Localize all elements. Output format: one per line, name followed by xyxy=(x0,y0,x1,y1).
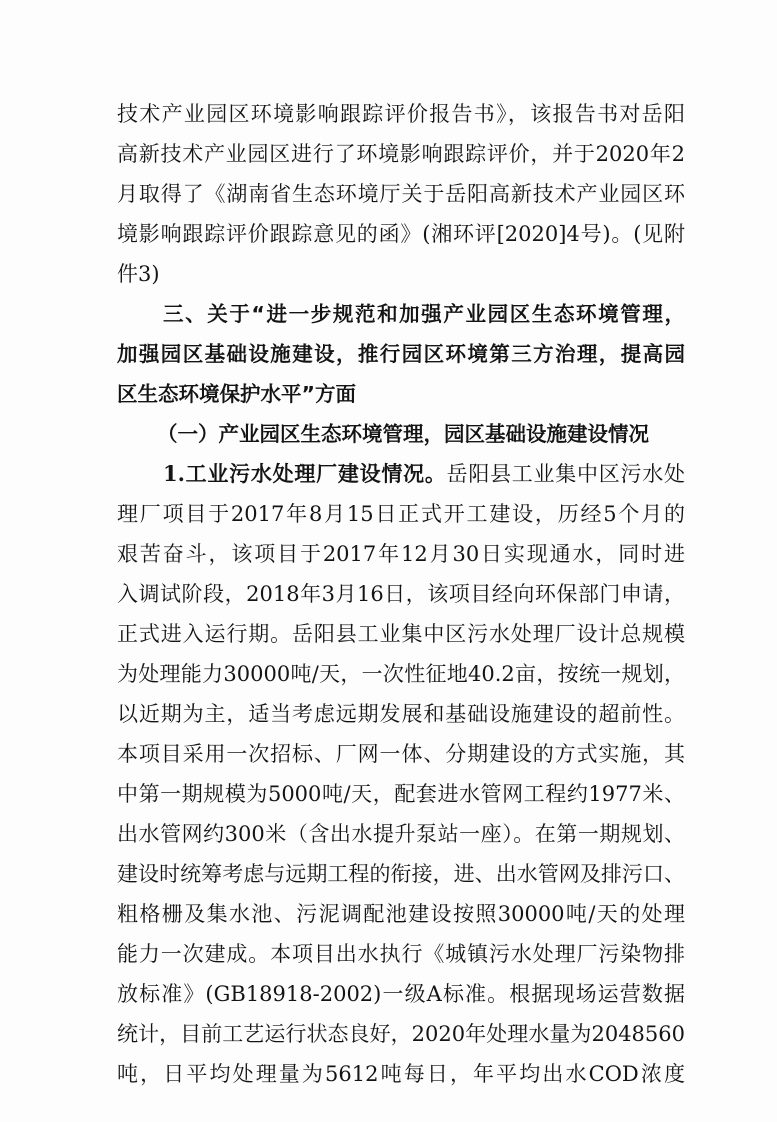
paragraph-line: 高新技术产业园区进行了环境影响跟踪评价，并于2020年2 xyxy=(117,142,685,166)
paragraph-text: 岳阳县工业集中区污水处 xyxy=(446,462,686,486)
paragraph-line: 正式进入运行期。岳阳县工业集中区污水处理厂设计总规模 xyxy=(117,622,685,646)
paragraph-line: 粗格栅及集水池、污泥调配池建设按照30000吨/天的处理 xyxy=(117,902,685,926)
paragraph-line: 本项目采用一次招标、厂网一体、分期建设的方式实施，其 xyxy=(117,742,685,766)
paragraph-line: 理厂项目于2017年8月15日正式开工建设，历经5个月的 xyxy=(117,502,685,526)
paragraph-line: 艰苦奋斗，该项目于2017年12月30日实现通水，同时进 xyxy=(117,542,685,566)
paragraph-line: 境影响跟踪评价跟踪意见的函》(湘环评[2020]4号)。(见附 xyxy=(117,222,685,246)
subsection-title: （一）产业园区生态环境管理，园区基础设施建设情况 xyxy=(157,422,649,446)
paragraph-line: 技术产业园区环境影响跟踪评价报告书》，该报告书对岳阳 xyxy=(117,102,685,126)
paragraph-line: 以近期为主，适当考虑远期发展和基础设施建设的超前性。 xyxy=(117,702,685,726)
paragraph-line: 为处理能力30000吨/天，一次性征地40.2亩，按统一规划， xyxy=(117,662,685,686)
paragraph-line: 月取得了《湖南省生态环境厅关于岳阳高新技术产业园区环 xyxy=(117,182,685,206)
section-heading: 三、关于“进一步规范和加强产业园区生态环境管理， xyxy=(163,302,685,326)
section-heading: 区生态环境保护水平”方面 xyxy=(117,382,356,406)
paragraph-line: 件3) xyxy=(117,262,160,286)
paragraph-first-line xyxy=(163,456,685,492)
paragraph-line: 出水管网约300米（含出水提升泵站一座）。在第一期规划、 xyxy=(117,822,685,846)
paragraph-line: 统计，目前工艺运行状态良好，2020年处理水量为2048560 xyxy=(117,1022,685,1046)
paragraph-line: 能力一次建成。本项目出水执行《城镇污水处理厂污染物排 xyxy=(117,942,685,966)
paragraph-lead: 1.工业污水处理厂建设情况。 xyxy=(163,461,447,486)
paragraph-line: 吨，日平均处理量为5612吨每日，年平均出水COD浓度 xyxy=(117,1062,685,1086)
paragraph-line: 入调试阶段，2018年3月16日，该项目经向环保部门申请， xyxy=(117,582,685,606)
paragraph-line: 建设时统筹考虑与远期工程的衔接，进、出水管网及排污口、 xyxy=(117,862,685,886)
section-heading: 加强园区基础设施建设，推行园区环境第三方治理，提高园 xyxy=(117,342,685,366)
paragraph-line: 放标准》(GB18918-2002)一级A标准。根据现场运营数据 xyxy=(117,982,685,1006)
paragraph-line: 中第一期规模为5000吨/天，配套进水管网工程约1977米、 xyxy=(117,782,685,806)
